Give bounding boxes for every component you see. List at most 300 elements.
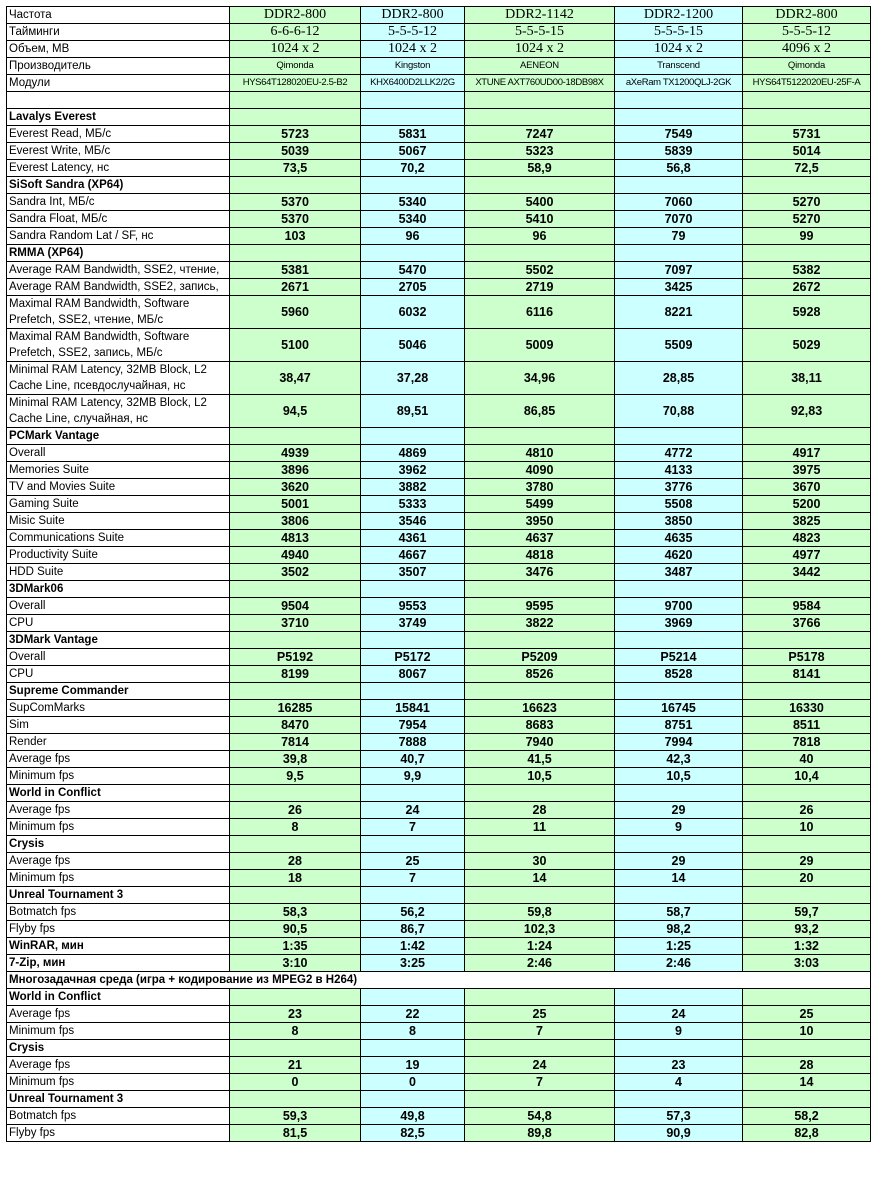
value-cell: 5731 (743, 126, 871, 143)
section-empty-cell (230, 581, 361, 598)
value-cell: 5400 (465, 194, 615, 211)
volume-cell: 4096 x 2 (743, 41, 871, 58)
value-cell: 4810 (465, 445, 615, 462)
value-cell: 39,8 (230, 751, 361, 768)
metric-label: Average fps (7, 1006, 230, 1023)
section-empty-cell (465, 1040, 615, 1057)
value-cell: 5370 (230, 194, 361, 211)
metric-label: Overall (7, 598, 230, 615)
module-cell: HYS64T5122020EU-25F-A (743, 75, 871, 92)
metric-label: Average RAM Bandwidth, SSE2, запись, (7, 279, 230, 296)
value-cell: 5100 (230, 329, 361, 362)
value-cell: 22 (361, 1006, 465, 1023)
value-cell: 3487 (615, 564, 743, 581)
section-row (7, 581, 871, 598)
value-cell: 30 (465, 853, 615, 870)
data-row (7, 1006, 871, 1023)
value-cell: 29 (743, 853, 871, 870)
value-cell: 58,2 (743, 1108, 871, 1125)
header-row-volume (7, 41, 871, 58)
value-cell: 14 (743, 1074, 871, 1091)
value-cell: 5499 (465, 496, 615, 513)
metric-label: Gaming Suite (7, 496, 230, 513)
value-cell: 10,5 (615, 768, 743, 785)
section-row (7, 1040, 871, 1057)
section-empty-cell (465, 632, 615, 649)
timings-cell: 5-5-5-15 (465, 24, 615, 41)
section-empty-cell (615, 428, 743, 445)
section-title: Crysis (7, 836, 230, 853)
section-title: 3DMark06 (7, 581, 230, 598)
metric-label: WinRAR, мин (7, 938, 230, 955)
data-row (7, 228, 871, 245)
value-cell: 79 (615, 228, 743, 245)
value-cell: 3822 (465, 615, 615, 632)
value-cell: 4090 (465, 462, 615, 479)
data-row (7, 921, 871, 938)
section-empty-cell (230, 785, 361, 802)
section-empty-cell (615, 1091, 743, 1108)
value-cell: 49,8 (361, 1108, 465, 1125)
section-empty-cell (465, 1091, 615, 1108)
value-cell: 7888 (361, 734, 465, 751)
metric-label: Minimal RAM Latency, 32MB Block, L2 Cache Line, случайная, нс (7, 395, 230, 428)
value-cell: 3882 (361, 479, 465, 496)
value-cell: P5172 (361, 649, 465, 666)
value-cell: 57,3 (615, 1108, 743, 1125)
value-cell: 7940 (465, 734, 615, 751)
value-cell: 93,2 (743, 921, 871, 938)
section-empty-cell (615, 245, 743, 262)
value-cell: 5323 (465, 143, 615, 160)
row-label: Частота (7, 7, 230, 24)
section-empty-cell (361, 683, 465, 700)
value-cell: 11 (465, 819, 615, 836)
data-row (7, 126, 871, 143)
value-cell: 7 (465, 1074, 615, 1091)
metric-label: Sandra Random Lat / SF, нс (7, 228, 230, 245)
module-cell: HYS64T128020EU-2.5-B2 (230, 75, 361, 92)
section-empty-cell (615, 989, 743, 1006)
value-cell: 7549 (615, 126, 743, 143)
value-cell: 4869 (361, 445, 465, 462)
section-empty-cell (615, 1040, 743, 1057)
section-empty-cell (361, 836, 465, 853)
value-cell: 5960 (230, 296, 361, 329)
metric-label: Average fps (7, 853, 230, 870)
spacer-cell (7, 92, 230, 109)
section-empty-cell (615, 785, 743, 802)
timings-cell: 5-5-5-15 (615, 24, 743, 41)
value-cell: 58,3 (230, 904, 361, 921)
section-empty-cell (361, 428, 465, 445)
value-cell: 5340 (361, 211, 465, 228)
metric-label: Minimum fps (7, 1023, 230, 1040)
section-title: Lavalys Everest (7, 109, 230, 126)
value-cell: 5723 (230, 126, 361, 143)
value-cell: 3950 (465, 513, 615, 530)
value-cell: 7 (361, 819, 465, 836)
value-cell: 38,47 (230, 362, 361, 395)
section-row (7, 177, 871, 194)
value-cell: 2:46 (465, 955, 615, 972)
section-empty-cell (230, 989, 361, 1006)
data-row (7, 194, 871, 211)
value-cell: 4620 (615, 547, 743, 564)
value-cell: 5014 (743, 143, 871, 160)
metric-label: Overall (7, 445, 230, 462)
value-cell: 5270 (743, 194, 871, 211)
value-cell: 4361 (361, 530, 465, 547)
maker-cell: Kingston (361, 58, 465, 75)
data-row (7, 751, 871, 768)
value-cell: 4939 (230, 445, 361, 462)
section-row (7, 245, 871, 262)
value-cell: 59,8 (465, 904, 615, 921)
value-cell: 16745 (615, 700, 743, 717)
data-row (7, 938, 871, 955)
section-empty-cell (743, 581, 871, 598)
maker-cell: Transcend (615, 58, 743, 75)
value-cell: 7814 (230, 734, 361, 751)
section-empty-cell (743, 245, 871, 262)
value-cell: 26 (230, 802, 361, 819)
value-cell: 7994 (615, 734, 743, 751)
data-row (7, 1074, 871, 1091)
value-cell: 2671 (230, 279, 361, 296)
module-cell: KHX6400D2LLK2/2G (361, 75, 465, 92)
section-empty-cell (230, 428, 361, 445)
metric-label: Memories Suite (7, 462, 230, 479)
value-cell: 3507 (361, 564, 465, 581)
spacer-cell (743, 92, 871, 109)
value-cell: 1:35 (230, 938, 361, 955)
value-cell: 102,3 (465, 921, 615, 938)
section-row (7, 109, 871, 126)
section-empty-cell (361, 177, 465, 194)
metric-label: 7-Zip, мин (7, 955, 230, 972)
value-cell: 5502 (465, 262, 615, 279)
volume-cell: 1024 x 2 (361, 41, 465, 58)
timings-cell: 5-5-5-12 (743, 24, 871, 41)
value-cell: 9 (615, 819, 743, 836)
section-row (7, 836, 871, 853)
value-cell: 3425 (615, 279, 743, 296)
value-cell: 90,5 (230, 921, 361, 938)
section-empty-cell (465, 245, 615, 262)
metric-label: Overall (7, 649, 230, 666)
metric-label: Flyby fps (7, 921, 230, 938)
section-empty-cell (743, 989, 871, 1006)
frequency-cell: DDR2-800 (361, 7, 465, 24)
value-cell: 3850 (615, 513, 743, 530)
section-title: World in Conflict (7, 785, 230, 802)
value-cell: 42,3 (615, 751, 743, 768)
section-empty-cell (230, 177, 361, 194)
value-cell: 0 (361, 1074, 465, 1091)
value-cell: 4917 (743, 445, 871, 462)
value-cell: 9,5 (230, 768, 361, 785)
row-label: Тайминги (7, 24, 230, 41)
value-cell: 23 (230, 1006, 361, 1023)
metric-label: Sandra Float, МБ/с (7, 211, 230, 228)
value-cell: 24 (465, 1057, 615, 1074)
value-cell: 7 (361, 870, 465, 887)
metric-label: Average fps (7, 1057, 230, 1074)
metric-label: Everest Write, МБ/с (7, 143, 230, 160)
section-empty-cell (465, 785, 615, 802)
metric-label: Sim (7, 717, 230, 734)
metric-label: Average fps (7, 802, 230, 819)
value-cell: 4637 (465, 530, 615, 547)
value-cell: 8470 (230, 717, 361, 734)
section-row (7, 632, 871, 649)
row-label: Производитель (7, 58, 230, 75)
value-cell: 92,83 (743, 395, 871, 428)
value-cell: 26 (743, 802, 871, 819)
data-row (7, 819, 871, 836)
section-row (7, 1091, 871, 1108)
metric-label: Communications Suite (7, 530, 230, 547)
value-cell: 5270 (743, 211, 871, 228)
value-cell: 9,9 (361, 768, 465, 785)
header-row-modules (7, 75, 871, 92)
section-empty-cell (361, 989, 465, 1006)
section-empty-cell (361, 887, 465, 904)
frequency-cell: DDR2-800 (743, 7, 871, 24)
data-row (7, 615, 871, 632)
section-empty-cell (743, 836, 871, 853)
value-cell: 0 (230, 1074, 361, 1091)
section-empty-cell (465, 683, 615, 700)
value-cell: 1:25 (615, 938, 743, 955)
value-cell: 18 (230, 870, 361, 887)
value-cell: 4940 (230, 547, 361, 564)
section-empty-cell (743, 785, 871, 802)
data-row (7, 666, 871, 683)
data-row (7, 329, 871, 362)
value-cell: 72,5 (743, 160, 871, 177)
metric-label: Minimum fps (7, 768, 230, 785)
header-row-timings (7, 24, 871, 41)
section-empty-cell (615, 887, 743, 904)
section-empty-cell (230, 1040, 361, 1057)
value-cell: 7954 (361, 717, 465, 734)
value-cell: 3776 (615, 479, 743, 496)
data-row (7, 211, 871, 228)
maker-cell: Qimonda (743, 58, 871, 75)
metric-label: Botmatch fps (7, 1108, 230, 1125)
data-row (7, 395, 871, 428)
data-row (7, 853, 871, 870)
data-row (7, 262, 871, 279)
section-empty-cell (361, 245, 465, 262)
value-cell: 56,2 (361, 904, 465, 921)
value-cell: 8199 (230, 666, 361, 683)
section-empty-cell (230, 109, 361, 126)
metric-label: Average fps (7, 751, 230, 768)
value-cell: 96 (361, 228, 465, 245)
data-row (7, 530, 871, 547)
value-cell: 10,4 (743, 768, 871, 785)
data-row (7, 1125, 871, 1142)
value-cell: 59,7 (743, 904, 871, 921)
section-empty-cell (230, 836, 361, 853)
value-cell: 5333 (361, 496, 465, 513)
value-cell: 28 (465, 802, 615, 819)
data-row (7, 1023, 871, 1040)
value-cell: 3896 (230, 462, 361, 479)
value-cell: 20 (743, 870, 871, 887)
value-cell: 58,9 (465, 160, 615, 177)
value-cell: 21 (230, 1057, 361, 1074)
value-cell: 5831 (361, 126, 465, 143)
value-cell: 5340 (361, 194, 465, 211)
data-row (7, 279, 871, 296)
value-cell: 90,9 (615, 1125, 743, 1142)
header-row-frequency (7, 7, 871, 24)
value-cell: 23 (615, 1057, 743, 1074)
value-cell: 82,8 (743, 1125, 871, 1142)
value-cell: 9700 (615, 598, 743, 615)
data-row (7, 768, 871, 785)
spacer-row (7, 92, 871, 109)
section-empty-cell (743, 428, 871, 445)
section-empty-cell (615, 836, 743, 853)
value-cell: 5410 (465, 211, 615, 228)
data-row (7, 496, 871, 513)
data-row (7, 904, 871, 921)
value-cell: 40,7 (361, 751, 465, 768)
value-cell: P5214 (615, 649, 743, 666)
value-cell: 8526 (465, 666, 615, 683)
value-cell: 6116 (465, 296, 615, 329)
section-empty-cell (465, 836, 615, 853)
section-empty-cell (230, 887, 361, 904)
spacer-cell (230, 92, 361, 109)
value-cell: 82,5 (361, 1125, 465, 1142)
section-empty-cell (615, 581, 743, 598)
section-row (7, 683, 871, 700)
value-cell: 3749 (361, 615, 465, 632)
value-cell: 7097 (615, 262, 743, 279)
value-cell: 25 (465, 1006, 615, 1023)
value-cell: 28 (230, 853, 361, 870)
value-cell: 5200 (743, 496, 871, 513)
value-cell: 3620 (230, 479, 361, 496)
metric-label: Everest Read, МБ/с (7, 126, 230, 143)
value-cell: 3975 (743, 462, 871, 479)
value-cell: 7 (465, 1023, 615, 1040)
value-cell: 81,5 (230, 1125, 361, 1142)
value-cell: 98,2 (615, 921, 743, 938)
value-cell: 1:32 (743, 938, 871, 955)
value-cell: 3670 (743, 479, 871, 496)
section-empty-cell (615, 177, 743, 194)
metric-label: Render (7, 734, 230, 751)
row-label: Объем, МВ (7, 41, 230, 58)
data-row (7, 802, 871, 819)
metric-label: Botmatch fps (7, 904, 230, 921)
data-row (7, 143, 871, 160)
maker-cell: AENEON (465, 58, 615, 75)
value-cell: 94,5 (230, 395, 361, 428)
section-title: RMMA (XP64) (7, 245, 230, 262)
metric-label: Productivity Suite (7, 547, 230, 564)
value-cell: 56,8 (615, 160, 743, 177)
data-row (7, 870, 871, 887)
value-cell: 15841 (361, 700, 465, 717)
metric-label: CPU (7, 615, 230, 632)
value-cell: 1:42 (361, 938, 465, 955)
timings-cell: 6-6-6-12 (230, 24, 361, 41)
value-cell: 3:10 (230, 955, 361, 972)
data-row (7, 513, 871, 530)
value-cell: 29 (615, 853, 743, 870)
value-cell: 7247 (465, 126, 615, 143)
volume-cell: 1024 x 2 (615, 41, 743, 58)
value-cell: 3442 (743, 564, 871, 581)
value-cell: 4772 (615, 445, 743, 462)
value-cell: 5381 (230, 262, 361, 279)
value-cell: 59,3 (230, 1108, 361, 1125)
value-cell: 5046 (361, 329, 465, 362)
metric-label: Average RAM Bandwidth, SSE2, чтение, (7, 262, 230, 279)
section-title: SiSoft Sandra (XP64) (7, 177, 230, 194)
value-cell: 10 (743, 1023, 871, 1040)
value-cell: 7818 (743, 734, 871, 751)
section-empty-cell (361, 109, 465, 126)
value-cell: 8221 (615, 296, 743, 329)
section-empty-cell (361, 632, 465, 649)
metric-label: Flyby fps (7, 1125, 230, 1142)
value-cell: 8528 (615, 666, 743, 683)
value-cell: 41,5 (465, 751, 615, 768)
module-cell: aXeRam TX1200QLJ-2GK (615, 75, 743, 92)
value-cell: 25 (361, 853, 465, 870)
value-cell: 8 (361, 1023, 465, 1040)
value-cell: 5509 (615, 329, 743, 362)
value-cell: 54,8 (465, 1108, 615, 1125)
data-row (7, 955, 871, 972)
value-cell: 8683 (465, 717, 615, 734)
section-empty-cell (465, 989, 615, 1006)
value-cell: 14 (465, 870, 615, 887)
value-cell: 9595 (465, 598, 615, 615)
value-cell: 28 (743, 1057, 871, 1074)
section-title: Supreme Commander (7, 683, 230, 700)
value-cell: 103 (230, 228, 361, 245)
data-row (7, 547, 871, 564)
timings-cell: 5-5-5-12 (361, 24, 465, 41)
data-row (7, 445, 871, 462)
data-row (7, 296, 871, 329)
data-row (7, 700, 871, 717)
value-cell: 5029 (743, 329, 871, 362)
spacer-cell (615, 92, 743, 109)
value-cell: 9504 (230, 598, 361, 615)
value-cell: 86,7 (361, 921, 465, 938)
value-cell: 7060 (615, 194, 743, 211)
value-cell: 5928 (743, 296, 871, 329)
value-cell: 4133 (615, 462, 743, 479)
value-cell: 34,96 (465, 362, 615, 395)
section-title: Unreal Tournament 3 (7, 887, 230, 904)
value-cell: 2705 (361, 279, 465, 296)
value-cell: 3476 (465, 564, 615, 581)
metric-label: Minimal RAM Latency, 32MB Block, L2 Cache Line, псевдослучайная, нс (7, 362, 230, 395)
value-cell: 37,28 (361, 362, 465, 395)
